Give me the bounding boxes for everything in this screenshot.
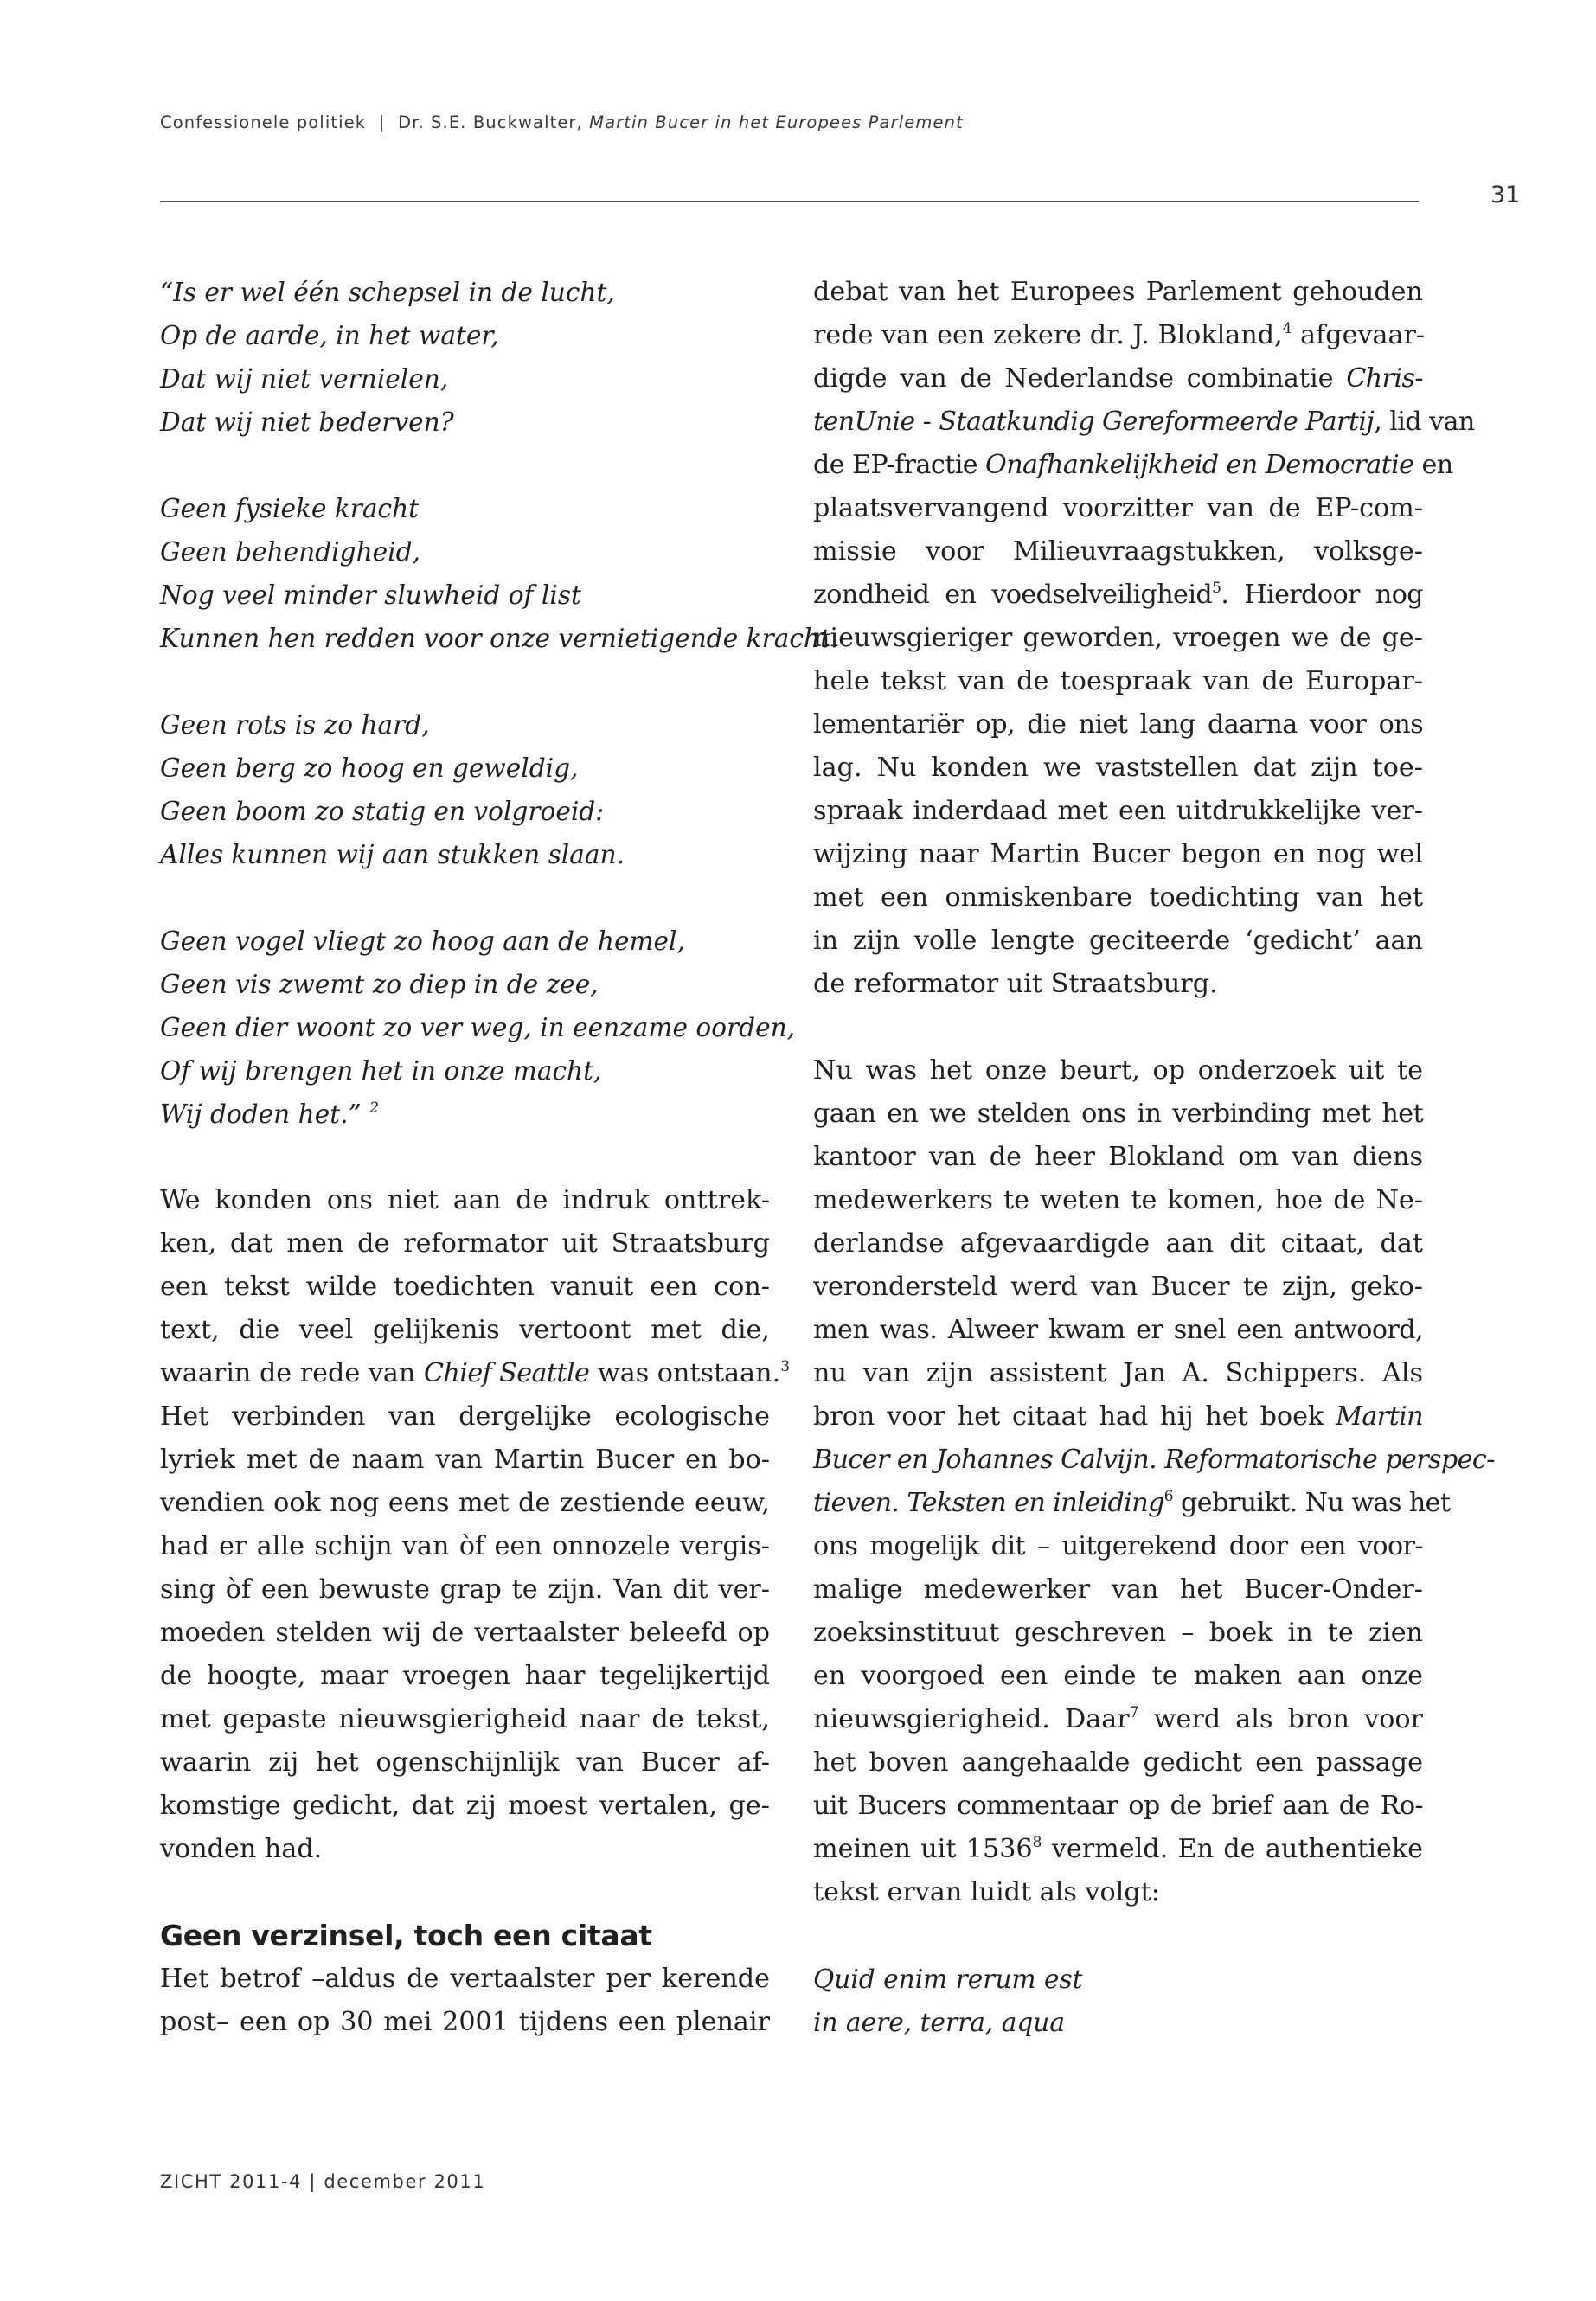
text-line: spraak inderdaad met een uitdrukkelijke ver- [813, 796, 1423, 826]
text-line: in zijn volle lengte geciteerde ‘gedicht’ aan [813, 926, 1423, 956]
poem-line: Dat wij niet vernielen, [160, 364, 449, 394]
header-rule [160, 201, 1419, 202]
poem-stanza-break [160, 444, 770, 487]
text-segment: afgevaar- [1292, 320, 1426, 350]
paragraph [813, 271, 1475, 1006]
page-footer: ZICHT 2011-4 | december 2011 [160, 2171, 486, 2192]
text-line [813, 357, 1423, 401]
latin-quote [813, 1958, 1423, 2044]
text-segment: zondheid en voedselveiligheid [813, 580, 1213, 610]
text-line: debat van het Europees Parlement gehouden [813, 277, 1423, 307]
italic-fraction: Onafhankelijkheid en Democratie [985, 450, 1414, 480]
text-segment: nieuwsgierigheid. Daar [813, 1704, 1130, 1734]
footnote-ref: 5 [1212, 580, 1221, 597]
poem-line: “Is er wel één schepsel in de lucht, [160, 278, 615, 307]
text-segment: . Hierdoor nog [1221, 580, 1423, 610]
text-line: zoeksinstituut geschreven – boek in te zien [813, 1618, 1423, 1648]
text-line [813, 1482, 1451, 1525]
text-segment: bron voor het citaat had hij het boek [813, 1401, 1336, 1432]
text-line: wijzing naar Martin Bucer begon en nog wel [813, 839, 1423, 869]
footnote-ref: 6 [1163, 1488, 1174, 1505]
text-line: lyriek met de naam van Martin Bucer en bo- [160, 1445, 770, 1475]
left-column [160, 271, 839, 2044]
text-line: lag. Nu konden we vaststellen dat zijn toe- [813, 753, 1423, 783]
italic-book-title: Bucer en Johannes Calvijn. Reformatorische perspec- [813, 1445, 1495, 1475]
text-segment: , lid van [1374, 407, 1475, 437]
text-line: We konden ons niet aan de indruk onttrek- [160, 1185, 770, 1215]
poem-line: Geen rots is zo hard, [160, 710, 430, 740]
section-heading: Geen verzinsel, toch een citaat [160, 1919, 652, 1952]
paragraph [813, 1049, 1495, 1914]
text-segment: gebruikt. Nu was het [1173, 1488, 1451, 1518]
text-line: men was. Alweer kwam er snel een antwoord, [813, 1315, 1423, 1345]
poem-line: Dat wij niet bederven? [160, 407, 454, 437]
text-line: kantoor van de heer Blokland om van diens [813, 1142, 1423, 1172]
text-line: de reformator uit Straatsburg. [813, 969, 1218, 999]
header-title: Martin Bucer in het Europees Parlement [589, 112, 964, 132]
text-line: ken, dat men de reformator uit Straatsburg [160, 1228, 770, 1259]
text-line: moeden stelden wij de vertaalster beleefd op [160, 1618, 770, 1648]
paragraph [160, 1958, 770, 2044]
text-line: missie voor Milieuvraagstukken, volksge- [813, 536, 1423, 567]
poem-line: Alles kunnen wij aan stukken slaan. [160, 840, 625, 869]
text-line: nu van zijn assistent Jan A. Schippers. Als [813, 1358, 1423, 1388]
page-number: 31 [1490, 182, 1521, 208]
footnote-ref: 3 [780, 1358, 791, 1375]
text-line: had er alle schijn van òf een onnozele vergis- [160, 1531, 770, 1561]
text-line: Nu was het onze beurt, op onderzoek uit te [813, 1055, 1423, 1086]
text-segment: rede van een zekere dr. J. Blokland, [813, 320, 1283, 350]
text-line: derlandse afgevaardigde aan dit citaat, dat [813, 1228, 1423, 1259]
poem-line: Geen boom zo statig en volgroeid: [160, 797, 605, 826]
text-line: verondersteld werd van Bucer te zijn, geko- [813, 1272, 1423, 1302]
quote-line: Quid enim rerum est [813, 1965, 1083, 1994]
footnote-ref: 2 [369, 1099, 379, 1117]
poem-line: Geen vogel vliegt zo hoog aan de hemel, [160, 926, 685, 956]
text-line [813, 1828, 1423, 1871]
poem-line: Geen vis zwemt zo diep in de zee, [160, 970, 599, 999]
text-line: sing òf een bewuste grap te zijn. Van dit ver- [160, 1574, 770, 1605]
text-line [813, 401, 1475, 444]
text-line: hele tekst van de toespraak van de Europar- [813, 666, 1423, 696]
poem-line: Geen berg zo hoog en geweldig, [160, 753, 579, 783]
text-line: Het betrof –aldus de vertaalster per kerende [160, 1964, 770, 1994]
poem-last-line: Wij doden het.” [160, 1099, 362, 1129]
text-line: nieuwsgieriger geworden, vroegen we de ge- [813, 623, 1423, 653]
poem-line: Geen fysieke kracht [160, 494, 420, 523]
running-header [160, 112, 964, 132]
text-line [813, 1439, 1495, 1482]
poem-line [160, 1093, 770, 1136]
text-line: een tekst wilde toedichten vanuit een con- [160, 1272, 770, 1302]
italic-name: Chief Seattle [423, 1358, 590, 1388]
poem-line: Nog veel minder sluwheid of list [160, 580, 581, 610]
text-line: komstige gedicht, dat zij moest vertalen, ge- [160, 1791, 770, 1821]
text-line: en voorgoed een einde te maken aan onze [813, 1661, 1423, 1691]
header-author: Dr. S.E. Buckwalter, [398, 112, 583, 132]
text-line [813, 1395, 1423, 1439]
text-line: vendien ook nog eens met de zestiende eeuw, [160, 1488, 770, 1518]
text-line: uit Bucers commentaar op de brief aan de Ro- [813, 1791, 1423, 1821]
text-segment: vermeld. En de authentieke [1042, 1834, 1424, 1864]
text-line: gaan en we stelden ons in verbinding met het [813, 1099, 1423, 1129]
text-line: lementariër op, die niet lang daarna voor ons [813, 709, 1423, 740]
text-segment: en [1413, 450, 1453, 480]
italic-book-title: Martin [1336, 1401, 1423, 1432]
text-line: plaatsvervangend voorzitter van de EP-com- [813, 493, 1423, 523]
text-line: met gepaste nieuwsgierigheid naar de tekst, [160, 1704, 770, 1734]
text-line: vonden had. [160, 1834, 323, 1864]
text-line: Het verbinden van dergelijke ecologische [160, 1401, 770, 1432]
text-segment: meinen uit 1536 [813, 1834, 1033, 1864]
text-line: de hoogte, maar vroegen haar tegelijkertijd [160, 1661, 770, 1691]
text-line: malige medewerker van het Bucer-Onder- [813, 1574, 1423, 1605]
footnote-ref: 8 [1032, 1834, 1042, 1851]
header-separator: | [378, 112, 386, 132]
footnote-ref: 4 [1282, 320, 1292, 337]
poem-line: Of wij brengen het in onze macht, [160, 1056, 602, 1086]
text-line [813, 1698, 1423, 1741]
text-line: medewerkers te weten te komen, hoe de Ne- [813, 1185, 1423, 1215]
italic-party: Chris- [1346, 363, 1423, 394]
quote-line: in aere, terra, aqua [813, 2008, 1066, 2037]
poem-stanza-break [160, 876, 770, 920]
paragraph [160, 1179, 791, 1871]
poem-line: Geen behendigheid, [160, 537, 420, 567]
text-line: het boven aangehaalde gedicht een passage [813, 1747, 1423, 1778]
text-line [813, 574, 1423, 617]
italic-party: tenUnie - Staatkundig Gereformeerde Partij [813, 407, 1375, 437]
text-segment: waarin de rede van [160, 1358, 424, 1388]
footnote-ref: 7 [1129, 1704, 1139, 1721]
text-line [813, 444, 1453, 487]
poem-stanza-break [160, 660, 770, 703]
right-column [813, 271, 1495, 2044]
header-section: Confessionele politiek [160, 112, 367, 132]
text-segment: werd als bron voor [1138, 1704, 1423, 1734]
text-line: post– een op 30 mei 2001 tijdens een plenair [160, 2007, 770, 2037]
text-segment: digde van de Nederlandse combinatie [813, 363, 1347, 394]
italic-book-title: tieven. Teksten en inleiding [813, 1488, 1164, 1518]
text-line [160, 1352, 791, 1395]
text-line: text, die veel gelijkenis vertoont met die, [160, 1315, 770, 1345]
poem [160, 271, 839, 1136]
text-line: waarin zij het ogenschijnlijk van Bucer af- [160, 1747, 770, 1778]
poem-line: Kunnen hen redden voor onze vernietigende kracht. [160, 624, 839, 653]
poem-line: Op de aarde, in het water, [160, 321, 499, 350]
text-segment: de EP-fractie [813, 450, 986, 480]
text-line: met een onmiskenbare toedichting van het [813, 882, 1423, 913]
poem-line: Geen dier woont zo ver weg, in eenzame oorden, [160, 1013, 796, 1042]
text-line: tekst ervan luidt als volgt: [813, 1877, 1160, 1907]
text-line [813, 314, 1426, 357]
text-line: ons mogelijk dit – uitgerekend door een voor- [813, 1531, 1423, 1561]
text-segment: was ontstaan. [589, 1358, 781, 1388]
